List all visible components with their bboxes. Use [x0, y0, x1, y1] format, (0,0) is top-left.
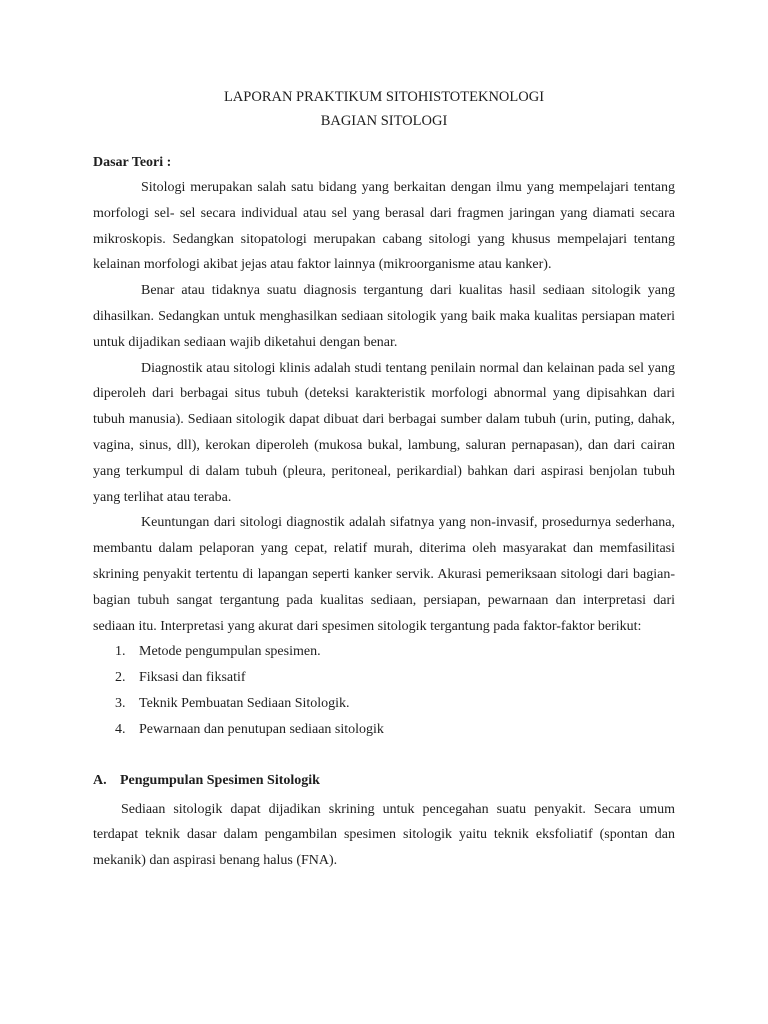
- section-label-dasar-teori: Dasar Teori :: [93, 155, 172, 170]
- paragraph-2: Benar atau tidaknya suatu diagnosis tergantung dari kualitas hasil sediaan sitologik yang dihasilkan. Sedangkan untuk menghasilkan sediaan sitologik yang baik maka kualitas persiapan materi untuk dijadikan sediaan wajib diketahui dengan benar.: [93, 283, 675, 350]
- list-item-number: 3.: [115, 695, 126, 711]
- list-item-number: 4.: [115, 721, 126, 737]
- section-a-heading: [93, 769, 675, 793]
- list-item: [93, 665, 675, 691]
- document-subtitle: BAGIAN SITOLOGI: [320, 113, 448, 129]
- paragraph-3: Diagnostik atau sitologi klinis adalah studi tentang penilain normal dan kelainan pada sel yang diperoleh dari berbagai situs tubuh (deteksi karakteristik morfologi abnormal yang dipisahkan dari tubuh manusia). Sediaan sitologik dapat dibuat dari berbagai sumber dalam tubuh (urin, puting, dahak, vagina, sinus, dll), kerokan diperoleh (mukosa bukal, lambung, saluran pernapasan), dan dari cairan yang terkumpul di dalam tubuh (pleura, peritoneal, perikardial) bahkan dari aspirasi benjolan tubuh yang terlihat atau teraba.: [93, 360, 675, 505]
- section-a-title: Pengumpulan Spesimen Sitologik: [120, 772, 320, 788]
- document-title: LAPORAN PRAKTIKUM SITOHISTOTEKNOLOGI: [223, 89, 545, 105]
- factor-list: [93, 639, 675, 742]
- list-item-number: 2.: [115, 670, 126, 686]
- list-item-text: Fiksasi dan fiksatif: [139, 670, 246, 686]
- paragraph-4: Keuntungan dari sitologi diagnostik adalah sifatnya yang non-invasif, prosedurnya sederhana, membantu dalam pelaporan yang cepat, relatif murah, diterima oleh masyarakat dan memfasilitasi skrining penyakit tertentu di lapangan seperti kanker servik. Akurasi pemeriksaan sitologi dari bagian-bagian tubuh sangat tergantung pada kualitas sediaan, persiapan, pewarnaan dan interpretasi dari sediaan itu. Interpretasi yang akurat dari spesimen sitologik tergantung pada faktor-faktor berikut:: [93, 515, 675, 634]
- list-item-text: Teknik Pembuatan Sediaan Sitologik.: [139, 695, 350, 711]
- section-a-letter: A.: [93, 772, 107, 788]
- list-item-text: Metode pengumpulan spesimen.: [139, 644, 321, 660]
- section-a-paragraph: Sediaan sitologik dapat dijadikan skrining untuk pencegahan suatu penyakit. Secara umum terdapat teknik dasar dalam pengambilan spesimen sitologik yaitu teknik eksfoliatif (spontan dan mekanik) dan aspirasi benang halus (FNA).: [93, 801, 675, 869]
- list-item-number: 1.: [115, 644, 126, 660]
- list-item: [93, 639, 675, 665]
- paragraph-1: Sitologi merupakan salah satu bidang yang berkaitan dengan ilmu yang mempelajari tentang morfologi sel- sel secara individual atau sel yang berasal dari fragmen jaringan yang diamati secara mikroskopis. Sedangkan sitopatologi merupakan cabang sitologi yang khusus mempelajari tentang kelainan morfologi akibat jejas atau faktor lainnya (mikroorganisme atau kanker).: [93, 180, 675, 273]
- list-item-text: Pewarnaan dan penutupan sediaan sitologik: [139, 721, 384, 737]
- list-item: [93, 717, 675, 743]
- list-item: [93, 691, 675, 717]
